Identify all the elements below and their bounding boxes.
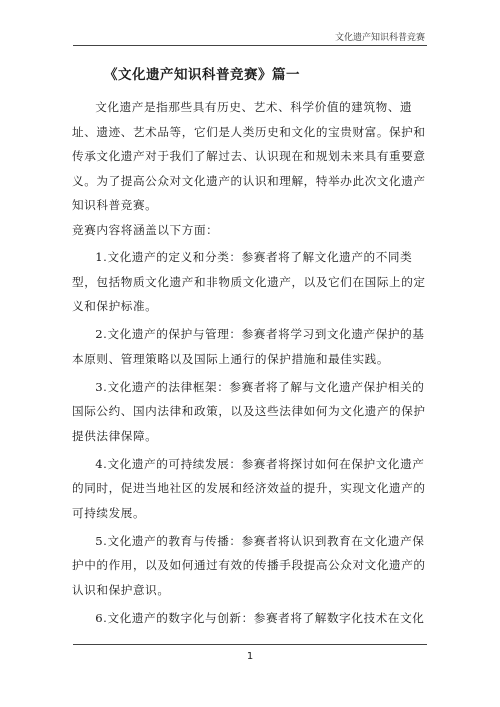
list-item: 5.文化遗产的教育与传播：参赛者将认识到教育在文化遗产保护中的作用，以及如何通过有效的传播手段提高公众对文化遗产的认识和保护意识。: [72, 533, 426, 597]
running-header: 文化遗产知识科普竞赛: [334, 33, 425, 43]
footer-divider: [73, 644, 427, 645]
intro-paragraph: 文化遗产是指那些具有历史、艺术、科学价值的建筑物、遗址、遗迹、艺术品等，它们是人类历史和文化的宝贵财富。保护和传承文化遗产对于我们了解过去、认识现在和规划未来具有重要意义。为了提高公众对文化遗产的认识和理解，特举办此次文化遗产知识科普竞赛。: [72, 100, 426, 212]
list-item: 3.文化遗产的法律框架：参赛者将了解与文化遗产保护相关的国际公约、国内法律和政策，以及这些法律如何为文化遗产的保护提供法律保障。: [72, 379, 426, 443]
document-body: [72, 95, 430, 634]
scope-intro: 竞赛内容将涵盖以下方面：: [72, 222, 219, 237]
page-number: 1: [246, 651, 254, 662]
list-item: 2.文化遗产的保护与管理：参赛者将学习到文化遗产保护的基本原则、管理策略以及国际上通行的保护措施和最佳实践。: [72, 327, 425, 366]
document-title: 《文化遗产知识科普竞赛》篇一: [104, 67, 300, 83]
list-item: 4.文化遗产的可持续发展：参赛者将探讨如何在保护文化遗产的同时，促进当地社区的发展和经济效益的提升，实现文化遗产的可持续发展。: [72, 456, 426, 520]
list-item: 6.文化遗产的数字化与创新：参赛者将了解数字化技术在文化: [95, 610, 425, 625]
list-item: 1.文化遗产的定义和分类：参赛者将了解文化遗产的不同类型，包括物质文化遗产和非物质文化遗产，以及它们在国际上的定义和保护标准。: [72, 250, 426, 313]
header-divider: [73, 45, 427, 46]
